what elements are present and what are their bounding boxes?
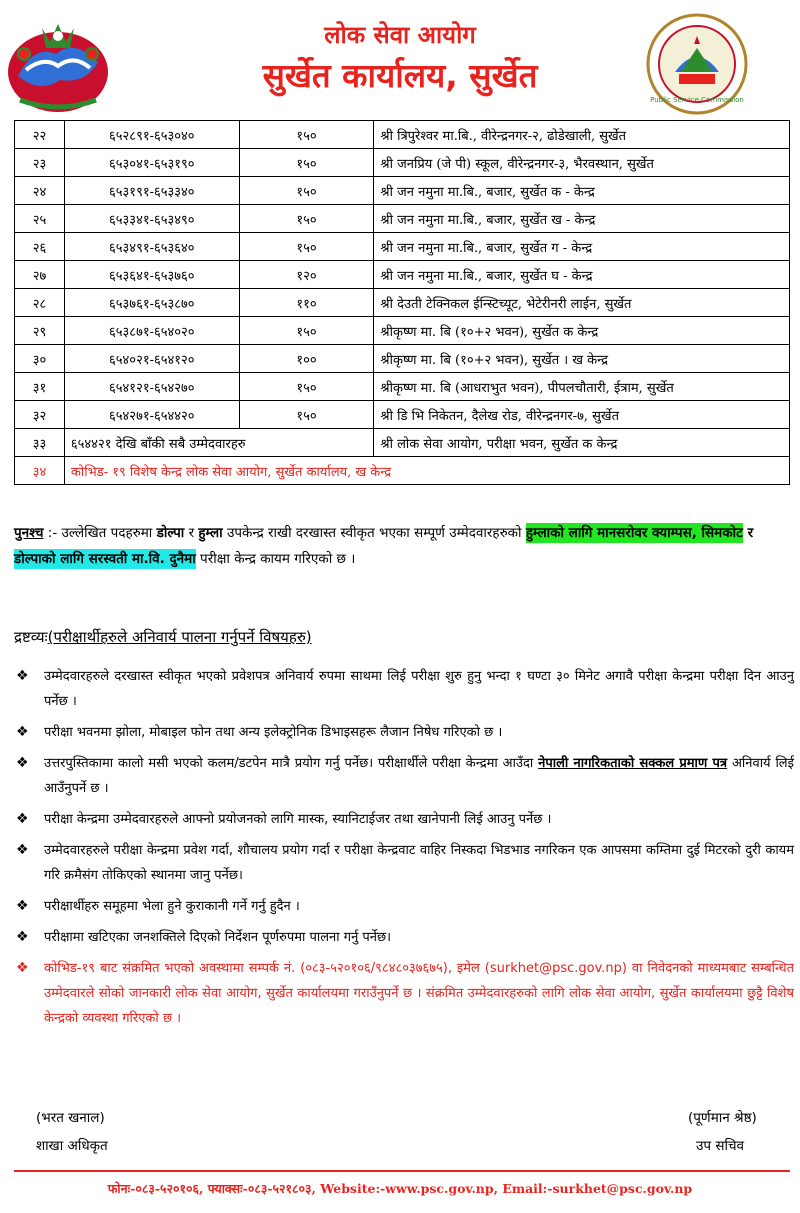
- table-row-remaining: [15, 429, 790, 457]
- row-number: ३२: [15, 401, 65, 429]
- table-row: [15, 205, 790, 233]
- row-number: २७: [15, 261, 65, 289]
- signature-right: [688, 1104, 757, 1160]
- humla-center-highlight: हुम्लाको लागि मानसरोवर क्याम्पस, सिमकोट: [525, 525, 743, 541]
- exam-center: श्री त्रिपुरेश्वर मा.बि., वीरेन्द्रनगर-२, ढोडेखाली, सुर्खेत: [374, 121, 790, 149]
- row-number: २९: [15, 317, 65, 345]
- postscript-label: पुनश्च: [14, 525, 44, 541]
- row-number: २३: [15, 149, 65, 177]
- row-number: २२: [15, 121, 65, 149]
- signature-left: [36, 1104, 108, 1160]
- dolpa-text: डोल्पा: [156, 525, 185, 541]
- table-row: [15, 121, 790, 149]
- candidate-count: १५०: [239, 177, 374, 205]
- candidate-count: १५०: [239, 317, 374, 345]
- row-number: ३०: [15, 345, 65, 373]
- roll-range-remaining: ६५४४२१ देखि बाँकी सबै उम्मेदवारहरु: [64, 429, 374, 457]
- page-header: [0, 0, 800, 118]
- dolpa-center-highlight: डोल्पाको लागि सरस्वती मा.वि. दुनैमा: [14, 551, 196, 567]
- roll-range: ६५४१२१-६५४२७०: [64, 373, 239, 401]
- row-number: २४: [15, 177, 65, 205]
- list-item: ❖ परीक्षा केन्द्रमा उम्मेदवारहरुले आफ्नो प्रयोजनको लागि मास्क, स्यानिटाईजर तथा खानेपानी लिई आउनु पर्नेछ ।: [14, 807, 794, 832]
- office-title-branch: सुर्खेत कार्यालय, सुर्खेत: [262, 56, 538, 95]
- list-item: ❖ परीक्षार्थीहरु समूहमा भेला हुने कुराकानी गर्ने गर्नु हुदैन ।: [14, 894, 794, 919]
- row-number: ३१: [15, 373, 65, 401]
- table-row: [15, 177, 790, 205]
- list-item-covid: ❖ कोभिड-१९ बाट संक्रमित भएको अवस्थामा सम्पर्क नं. (०८३-५२०१०६/९८४८०३७६७५), इमेल (surkhet@psc.gov.np) वा निवेदनको माध्यमबाट सम्बन्धित उम्मेदवारले सोको जानकारी लोक सेवा आयोग, सुर्खेत कार्यालयमा गराउँनुपर्ने छ । संक्रमित उम्मेदवारहरुको लागि लोक सेवा आयोग, सुर्खेत कार्यालयमा छुट्टै विशेष केन्द्रको व्यवस्था गरिएको छ ।: [14, 956, 794, 1031]
- candidate-count: १००: [239, 345, 374, 373]
- exam-center: श्री जन नमुना मा.बि., बजार, सुर्खेत घ - केन्द्र: [374, 261, 790, 289]
- diamond-bullet-icon: ❖: [16, 668, 29, 684]
- exam-center: श्री लोक सेवा आयोग, परीक्षा भवन, सुर्खेत क केन्द्र: [374, 429, 790, 457]
- candidate-count: ११०: [239, 289, 374, 317]
- candidate-count: १५०: [239, 373, 374, 401]
- diamond-bullet-icon: ❖: [16, 724, 29, 740]
- row-number: २६: [15, 233, 65, 261]
- humla-text: हुम्ला: [198, 525, 223, 541]
- exam-center: श्रीकृष्ण मा. बि (१०+२ भवन), सुर्खेत । ख केन्द्र: [374, 345, 790, 373]
- table-row: [15, 149, 790, 177]
- commission-seal-icon: [645, 12, 749, 116]
- table-row-covid: [15, 457, 790, 485]
- list-item: ❖ परीक्षामा खटिएका जनशक्तिले दिएको निर्देशन पूर्णरुपमा पालना गर्नु पर्नेछ।: [14, 925, 794, 950]
- list-item: ❖ उत्तरपुस्तिकामा कालो मसी भएको कलम/डटपेन मात्रै प्रयोग गर्नु पर्नेछ। परीक्षार्थीले परीक्षा केन्द्रमा आउँदा नेपाली नागरिकताको सक्कल प्रमाण पत्र अनिवार्य लिई आउँनुपर्ने छ ।: [14, 751, 794, 801]
- diamond-bullet-icon: ❖: [16, 755, 29, 771]
- exam-center: श्री जन नमुना मा.बि., बजार, सुर्खेत ख - केन्द्र: [374, 205, 790, 233]
- row-number: २८: [15, 289, 65, 317]
- candidate-count: १५०: [239, 121, 374, 149]
- roll-range: ६५३८७१-६५४०२०: [64, 317, 239, 345]
- list-item: ❖ परीक्षा भवनमा झोला, मोबाइल फोन तथा अन्य इलेक्ट्रोनिक डिभाइसहरू लैजान निषेध गरिएको छ ।: [14, 720, 794, 745]
- postscript-notice: पुनश्च :- उल्लेखित पदहरुमा डोल्पा र हुम्ला उपकेन्द्र राखी दरखास्त स्वीकृत भएका सम्पूर्ण उम्मेदवारहरुको हुम्लाको लागि मानसरोवर क्याम्पस, सिमकोट र डोल्पाको लागि सरस्वती मा.वि. दुनैमा परीक्षा केन्द्र कायम गरिएको छ ।: [14, 525, 754, 567]
- roll-range: ६५४०२१-६५४१२०: [64, 345, 239, 373]
- exam-center: श्री देउती टेक्निकल ईन्स्टिच्यूट, भेटेरीनरी लाईन, सुर्खेत: [374, 289, 790, 317]
- signatory-title: शाखा अधिकृत: [36, 1138, 108, 1154]
- notes-heading: द्रष्टव्यः(परीक्षार्थीहरुले अनिवार्य पालना गर्नुपर्ने विषयहरु): [14, 628, 312, 646]
- citizenship-requirement: नेपाली नागरिकताको सक्कल प्रमाण पत्र: [538, 756, 728, 771]
- candidate-count: १२०: [239, 261, 374, 289]
- exam-center: श्रीकृष्ण मा. बि (आधराभुत भवन), पीपलचौतारी, ईत्राम, सुर्खेत: [374, 373, 790, 401]
- svg-text:Public Service Commission: Public Service Commission: [650, 96, 744, 104]
- roll-range: ६५३७६१-६५३८७०: [64, 289, 239, 317]
- exam-center-table: [14, 120, 790, 485]
- candidate-count: १५०: [239, 149, 374, 177]
- exam-center: श्रीकृष्ण मा. बि (१०+२ भवन), सुर्खेत क केन्द्र: [374, 317, 790, 345]
- diamond-bullet-icon: ❖: [16, 898, 29, 914]
- table-row: [15, 401, 790, 429]
- roll-range: ६५३१९१-६५३३४०: [64, 177, 239, 205]
- exam-center: श्री जन नमुना मा.बि., बजार, सुर्खेत क - केन्द्र: [374, 177, 790, 205]
- roll-range: ६५३६४१-६५३७६०: [64, 261, 239, 289]
- exam-center: श्री जन नमुना मा.बि., बजार, सुर्खेत ग - केन्द्र: [374, 233, 790, 261]
- diamond-bullet-icon: ❖: [16, 842, 29, 858]
- diamond-bullet-icon: ❖: [16, 811, 29, 827]
- table-row: [15, 345, 790, 373]
- roll-range: ६५२८९१-६५३०४०: [64, 121, 239, 149]
- row-number: २५: [15, 205, 65, 233]
- table-row: [15, 317, 790, 345]
- instruction-list: [14, 664, 794, 1037]
- candidate-count: १५०: [239, 401, 374, 429]
- table-row: [15, 289, 790, 317]
- exam-center: श्री जनप्रिय (जे पी) स्कूल, वीरेन्द्रनगर-३, भैरवस्थान, सुर्खेत: [374, 149, 790, 177]
- footer-divider: [14, 1170, 790, 1172]
- signatory-name: (पूर्णमान श्रेष्ठ): [688, 1110, 757, 1126]
- office-title-commission: लोक सेवा आयोग: [324, 21, 476, 49]
- candidate-count: १५०: [239, 205, 374, 233]
- table-row: [15, 261, 790, 289]
- row-number: ३४: [15, 457, 65, 485]
- signatory-name: (भरत खनाल): [36, 1110, 105, 1126]
- diamond-bullet-icon: ❖: [16, 929, 29, 945]
- covid-center: कोभिड- १९ विशेष केन्द्र लोक सेवा आयोग, सुर्खेत कार्यालय, ख केन्द्र: [64, 457, 789, 485]
- row-number: ३३: [15, 429, 65, 457]
- roll-range: ६५३३४१-६५३४९०: [64, 205, 239, 233]
- signatory-title: उप सचिव: [696, 1138, 745, 1154]
- roll-range: ६५३४९१-६५३६४०: [64, 233, 239, 261]
- list-item: ❖ उम्मेदवारहरुले परीक्षा केन्द्रमा प्रवेश गर्दा, शौचालय प्रयोग गर्दा र परीक्षा केन्द्रवाट वाहिर निस्कदा भिडभाड नगरिकन एक आपसमा कम्तिमा दुई मिटरको दुरी कायम गरि क्रमैसंग तोकिएको स्थानमा जानु पर्नेछ।: [14, 838, 794, 888]
- table-row: [15, 233, 790, 261]
- roll-range: ६५३०४१-६५३१९०: [64, 149, 239, 177]
- exam-center: श्री डि भि निकेतन, दैलेख रोड, वीरेन्द्रनगर-७, सुर्खेत: [374, 401, 790, 429]
- list-item: ❖ उम्मेदवारहरुले दरखास्त स्वीकृत भएको प्रवेशपत्र अनिवार्य रुपमा साथमा लिई परीक्षा शुरु हुनु भन्दा १ घण्टा ३० मिनेट अगावै परीक्षा केन्द्रमा परीक्षा दिन आउनु पर्नेछ ।: [14, 664, 794, 714]
- candidate-count: १५०: [239, 233, 374, 261]
- diamond-bullet-icon: ❖: [16, 960, 29, 976]
- table-row: [15, 373, 790, 401]
- roll-range: ६५४२७१-६५४४२०: [64, 401, 239, 429]
- footer-contact: फोनः-०८३-५२०१०६, फ्याक्सः-०८३-५२१८०३, Website:-www.psc.gov.np, Email:-surkhet@psc.gov.np: [107, 1181, 693, 1196]
